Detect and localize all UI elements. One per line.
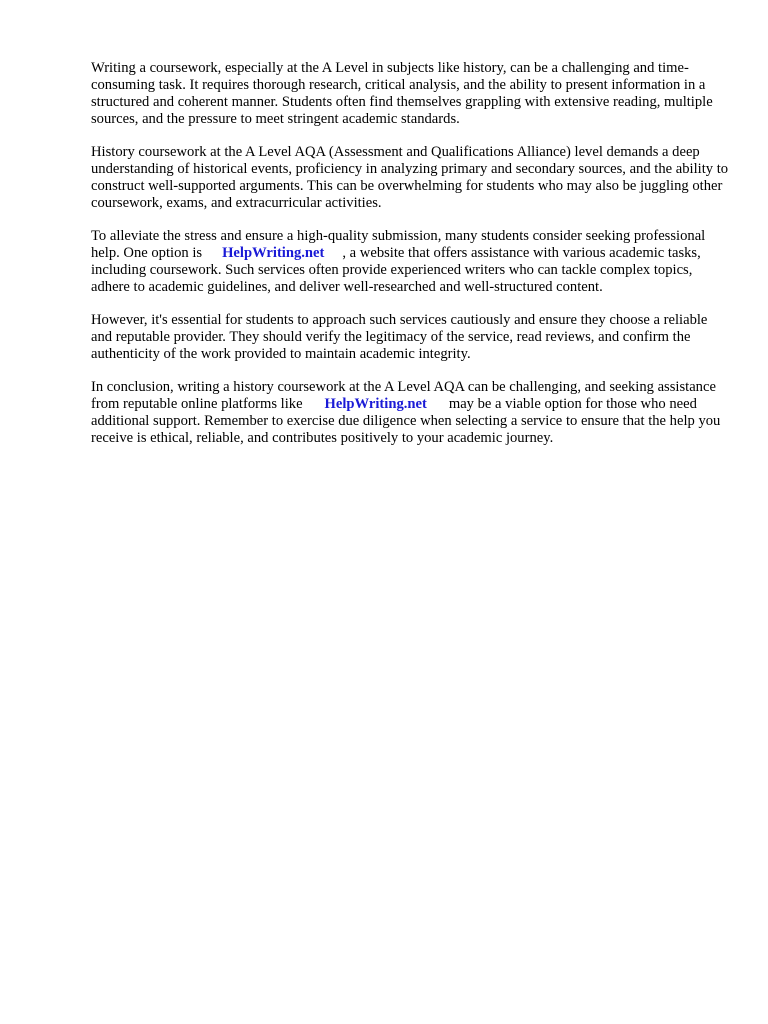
paragraph-professional-help-text-before: To alleviate the stress and ensure a high-quality submission, many students consider seeking professional help. One option is [91, 228, 706, 261]
document-page [91, 60, 731, 463]
paragraph-aqa-demands [91, 144, 731, 212]
paragraph-conclusion-text-before: In conclusion, writing a history coursework at the A Level AQA can be challenging, and seeking assistance from reputable online platforms like [91, 379, 716, 412]
paragraph-caution-text: However, it's essential for students to approach such services cautiously and ensure they choose a reliable and reputable provider. They should verify the legitimacy of the service, read reviews, and confirm the authenticity of the work provided to maintain academic integrity. [91, 312, 708, 362]
paragraph-conclusion [91, 379, 731, 447]
paragraph-professional-help-text-after: , a website that offers assistance with various academic tasks, including coursework. Such services often provide experienced writers who can tackle complex topics, adhere to academic guidelines, and deliver well-researched and well-structured content. [91, 245, 701, 295]
helpwriting-link-2[interactable]: HelpWriting.net [324, 396, 427, 412]
helpwriting-link-1[interactable]: HelpWriting.net [222, 245, 325, 261]
paragraph-aqa-demands-text: History coursework at the A Level AQA (Assessment and Qualifications Alliance) level demands a deep understanding of historical events, proficiency in analyzing primary and secondary sources, and the ability to construct well-supported arguments. This can be overwhelming for students who may also be juggling other coursework, exams, and extracurricular activities. [91, 144, 729, 211]
paragraph-conclusion-text-after: may be a viable option for those who need additional support. Remember to exercise due diligence when selecting a service to ensure that the help you receive is ethical, reliable, and contributes positively to your academic journey. [91, 396, 721, 446]
paragraph-intro [91, 60, 731, 128]
paragraph-professional-help [91, 228, 731, 296]
paragraph-caution [91, 312, 731, 363]
paragraph-intro-text: Writing a coursework, especially at the A Level in subjects like history, can be a challenging and time-consuming task. It requires thorough research, critical analysis, and the ability to present information in a structured and coherent manner. Students often find themselves grappling with extensive reading, multiple sources, and the pressure to meet stringent academic standards. [91, 60, 713, 127]
